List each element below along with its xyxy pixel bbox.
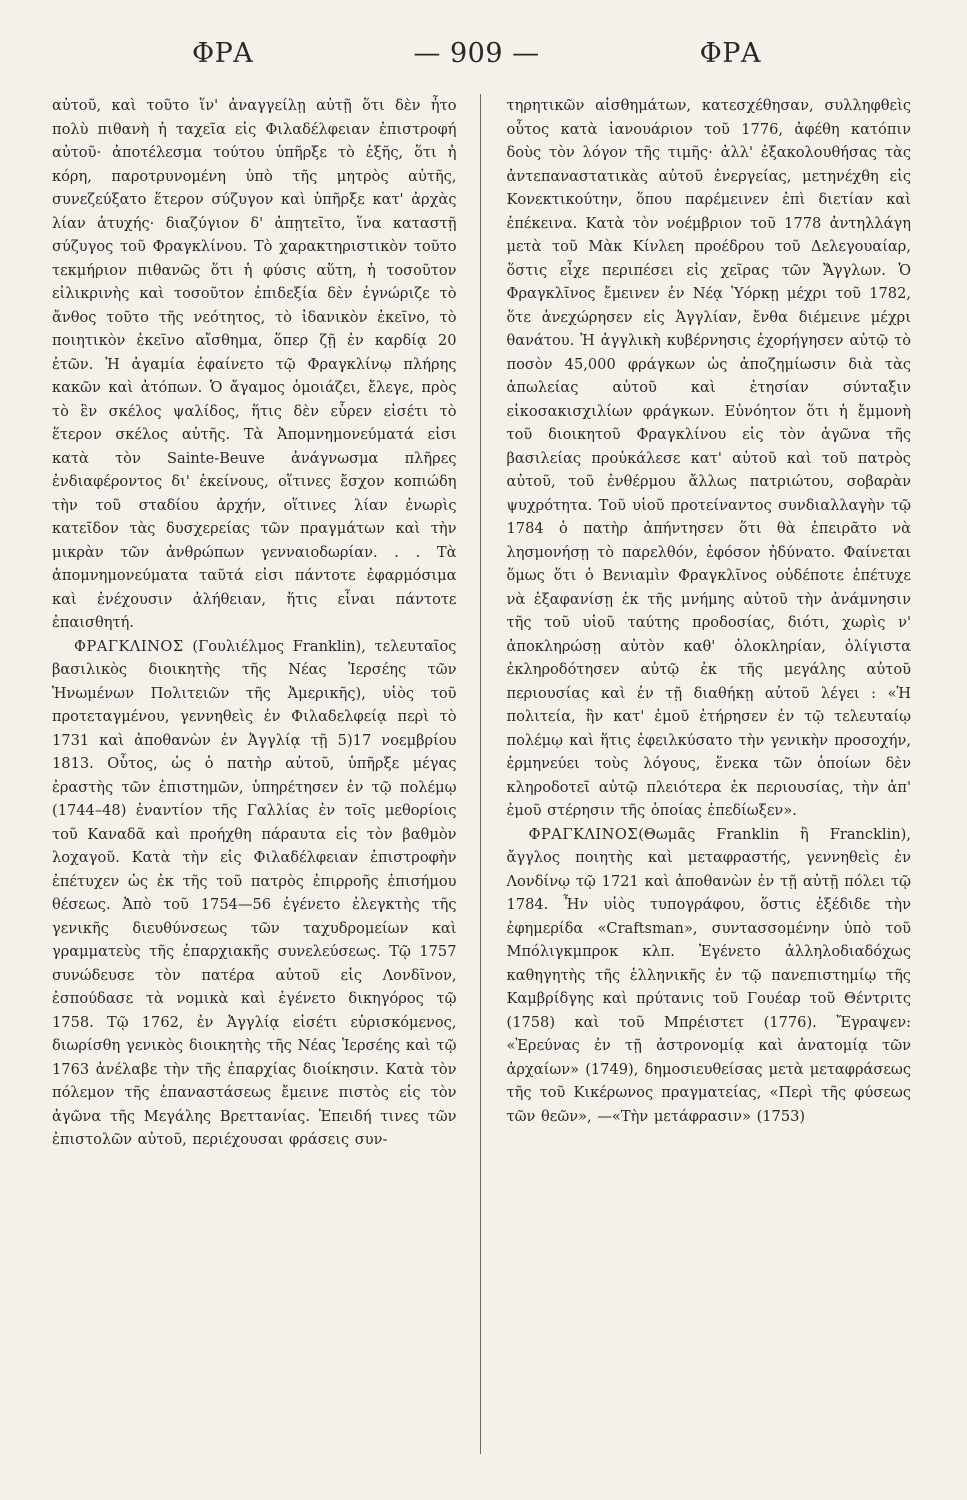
right-paragraph-1: τηρητικῶν αἰσθημάτων, κατεσχέθησαν, συλληφθεὶς οὗτος κατὰ ἰανουάριον τοῦ 1776, ἀφέθη κατόπιν δοὺς τὸν λόγον τῆς τιμῆς· ἀλλ' ἐξακολουθήσας τὰς ἀντεπαναστατικὰς αὐτοῦ ἐνεργείας, μετηνέχθη εἰς Κονεκτικούτην, ὅπου παρέμεινεν ἐπὶ διετίαν καὶ ἐπέκεινα. Κατὰ τὸν νοέμβριον τοῦ 1778 ἀντηλλάγη μετὰ τοῦ Μὰκ Κίνλεη προέδρου τοῦ Δελεγουαίαρ, ὅστις εἶχε περιπέσει εἰς χεῖρας τῶν Ἄγγλων. Ὁ Φραγκλῖνος ἔμεινεν ἐν Νέᾳ Ὑόρκῃ μέχρι τοῦ 1782, ὅτε ἀνεχώρησεν εἰς Ἀγγλίαν, ἔνθα διέμεινε μέχρι θανάτου. Ἡ ἀγγλικὴ κυβέρνησις ἐχορήγησεν αὐτῷ τὸ ποσὸν 45,000 φράγκων ὡς ἀποζημίωσιν διὰ τὰς ἀπωλείας αὐτοῦ καὶ ἐτησίαν σύνταξιν εἰκοσακισχιλίων φράγκων. Εὐνόητον ὅτι ἡ ἔμμονὴ τοῦ διοικητοῦ Φραγκλίνου εἰς τὸν ἀγῶνα τῆς βασιλείας προὐκάλεσε κατ' αὐτοῦ καὶ τοῦ πατρὸς αὐτοῦ, τοῦ ἐνθέρμου ἄλλως πατριώτου, σοβαρὰν ψυχρότητα. Τοῦ υἱοῦ προτείναντος συνδιαλλαγὴν τῷ 1784 ὁ πατὴρ ἀπήντησεν ὅτι θὰ ἐπειρᾶτο νὰ λησμονήσῃ τὸ παρελθόν, ἐφόσον ἠδύνατο. Φαίνεται ὅμως ὅτι ὁ Βενιαμὶν Φραγκλῖνος οὐδέποτε ἐπέτυχε νὰ ἐξαφανίσῃ ἐκ τῆς μνήμης αὐτοῦ τὴν ἀνάμνησιν τῆς τοῦ υἱοῦ ταύτης προδοσίας, διότι, χωρὶς ν' ἀποκληρώσῃ αὐτὸν καθ' ὁλοκληρίαν, ὀλίγιστα ἐκληροδότησεν αὐτῷ ἐκ τῆς μεγάλης αὐτοῦ περιουσίας καὶ ἐν τῇ διαθήκῃ αὐτοῦ λέγει : «Ἡ πολιτεία, ἣν κατ' ἐμοῦ ἐτήρησεν ἐν τῷ τελευταίῳ πολέμῳ καὶ ἥτις ἐφειλκύσατο τὴν γενικὴν προσοχήν, ἑρμηνεύει τοὺς λόγους, ἕνεκα τῶν ὁποίων δὲν κληροδοτεῖ αὐτῷ πλειότερα ἐκ περιουσίας, τὴν ἀπ' ἐμοῦ στέρησιν τῆς ὁποίας ἐπεδίωξεν». <box>506 97 911 819</box>
entry-headword: ΦΡΑΓΚΛΙΝΟΣ <box>528 825 639 843</box>
page-number: — 909 — <box>413 38 540 69</box>
running-header <box>52 38 911 94</box>
entry-body: (Γουλιέλμος Franklin), τελευταῖος βασιλικὸς διοικητὴς τῆς Νέας Ἱερσέης τῶν Ἡνωμένων Πολιτειῶν τῆς Ἀμερικῆς), υἱὸς τοῦ προτεταγμένου, γεννηθεὶς ἐν Φιλαδελφείᾳ περὶ τὸ 1731 καὶ ἀποθανὼν ἐν Ἀγγλίᾳ τῇ 5)17 νοεμβρίου 1813. Οὗτος, ὡς ὁ πατὴρ αὐτοῦ, ὑπῆρξε μέγας ἐραστὴς τῶν ἐπιστημῶν, ὑπηρέτησεν ἐν τῷ πολέμῳ (1744–48) ἐναντίον τῆς Γαλλίας ἐν τοῖς μεθορίοις τοῦ Καναδᾶ καὶ προήχθη πάραυτα εἰς τὸν βαθμὸν λοχαγοῦ. Κατὰ τὴν εἰς Φιλαδέλφειαν ἐπιστροφὴν ἐπέτυχεν ὡς ἐκ τῆς τοῦ πατρὸς ἐπιρροῆς ἐπισήμου θέσεως. Ἀπὸ τοῦ 1754—56 ἐγένετο ἐλεγκτὴς τῆς γενικῆς διευθύνσεως τῶν ταχυδρομείων καὶ γραμματεὺς τῆς ἐπαρχιακῆς συνελεύσεως. Τῷ 1757 συνώδευσε τὸν πατέρα αὐτοῦ εἰς Λονδῖνον, ἐσπούδασε τὰ νομικὰ καὶ ἐγένετο δικηγόρος τῷ 1758. Τῷ 1762, ἐν Ἀγγλίᾳ εἰσέτι εὑρισκόμενος, διωρίσθη γενικὸς διοικητὴς τῆς Νέας Ἱερσέης καὶ τῷ 1763 ἀνέλαβε τὴν τῆς ἐπαρχίας διοίκησιν. Κατὰ τὸν πόλεμον τῆς ἐπαναστάσεως ἔμεινε πιστὸς εἰς τὸν ἀγῶνα τῆς Μεγάλης Βρεττανίας. Ἐπειδή τινες τῶν ἐπιστολῶν αὐτοῦ, περιέχουσαι φράσεις συν- <box>52 637 457 1148</box>
text-columns <box>52 94 911 1152</box>
column-divider <box>480 94 481 1454</box>
entry-william-franklin <box>52 635 457 1152</box>
left-column <box>52 94 457 1152</box>
header-right: ΦΡΑ <box>699 38 761 69</box>
entry-body: (Θωμᾶς Franklin ἢ Francklin), ἄγγλος ποιητὴς καὶ μεταφραστής, γεννηθεὶς ἐν Λονδίνῳ τῷ 1721 καὶ ἀποθανὼν ἐν τῇ αὐτῇ πόλει τῷ 1784. Ἦν υἱὸς τυπογράφου, ὅστις ἐξέδιδε τὴν ἐφημερίδα «Craftsman», συντασσομένην ὑπὸ τοῦ Μπόλιγκμπροκ κλπ. Ἐγένετο ἀλληλοδιαδόχως καθηγητὴς τῆς ἑλληνικῆς ἐν τῷ πανεπιστημίῳ τῆς Καμβρίδγης καὶ πρύτανις τοῦ Γουέαρ τοῦ Θέντριτς (1758) καὶ τοῦ Μπρέιστετ (1776). Ἔγραψεν: «Ἐρεύνας ἐν τῇ ἀστρονομίᾳ καὶ ἀνατομίᾳ τῶν ἀρχαίων» (1749), δημοσιευθείσας μετὰ μεταφράσεως τῆς τοῦ Κικέρωνος πραγματείας, «Περὶ τῆς φύσεως τῶν θεῶν», —«Τὴν μετάφρασιν» (1753) <box>506 825 911 1125</box>
header-left: ΦΡΑ <box>192 38 254 69</box>
entry-headword: ΦΡΑΓΚΛΙΝΟΣ <box>74 637 184 655</box>
right-column <box>507 94 912 1152</box>
left-paragraph-1: αὐτοῦ, καὶ τοῦτο ἵν' ἀναγγείλῃ αὐτῇ ὅτι δὲν ἦτο πολὺ πιθανὴ ἡ ταχεῖα εἰς Φιλαδέλφειαν ἐπιστροφή αὐτοῦ· ἀποτέλεσμα τούτου ὑπῆρξε τὸ ἑξῆς, ὅτι ἡ κόρη, παροτρυνομένη ὑπὸ τῆς μητρὸς αὐτῆς, συνεζεύξατο ἕτερον σύζυγον καὶ ὑπῆρξε κατ' ἀρχὰς λίαν ἀτυχής· διαζύγιον δ' ἀπῃτεῖτο, ἵνα καταστῇ σύζυγος τοῦ Φραγκλίνου. Τὸ χαρακτηριστικὸν τοῦτο τεκμήριον πιθανῶς ὅτι ἡ φύσις αὕτη, ἡ τοσοῦτον εἰλικρινὴς καὶ τοσοῦτον ἐπιδεξία δὲν ἐγνώριζε τὸ ἄνθος τοῦτο τῆς νεότητος, τὸ ἰδανικὸν ἐκεῖνο, τὸ ποιητικὸν ἐκεῖνο αἴσθημα, ὅπερ ζῇ ἐν καρδίᾳ 20 ἐτῶν. Ἡ ἀγαμία ἐφαίνετο τῷ Φραγκλίνῳ πλήρης κακῶν καὶ ἀτόπων. Ὁ ἄγαμος ὁμοιάζει, ἔλεγε, πρὸς τὸ ἓν σκέλος ψαλίδος, ἥτις δὲν εὗρεν εἰσέτι τὸ ἕτερον σκέλος αὐτῆς. Τὰ Ἀπομνημονεύματά εἰσι κατὰ τὸν Sainte-Beuve ἀνάγνωσμα πλῆρες ἐνδιαφέροντος δι' ἐκείνους, οἵτινες ἔσχον κοπιώδη τὴν τοῦ σταδίου ἀρχήν, οἵτινες λίαν ἐνωρὶς κατεῖδον τὰς δυσχερείας τῶν πραγμάτων καὶ τὴν μικρὰν τῶν ἀνθρώπων γενναιοδωρίαν. . . Τὰ ἀπομνημονεύματα ταῦτά εἰσι πάντοτε ἐφαρμόσιμα καὶ ἐνέχουσιν ἀλήθειαν, ἥτις εἶναι πάντοτε ἐπαισθητή. <box>52 97 457 631</box>
entry-thomas-franklin <box>507 823 912 1129</box>
